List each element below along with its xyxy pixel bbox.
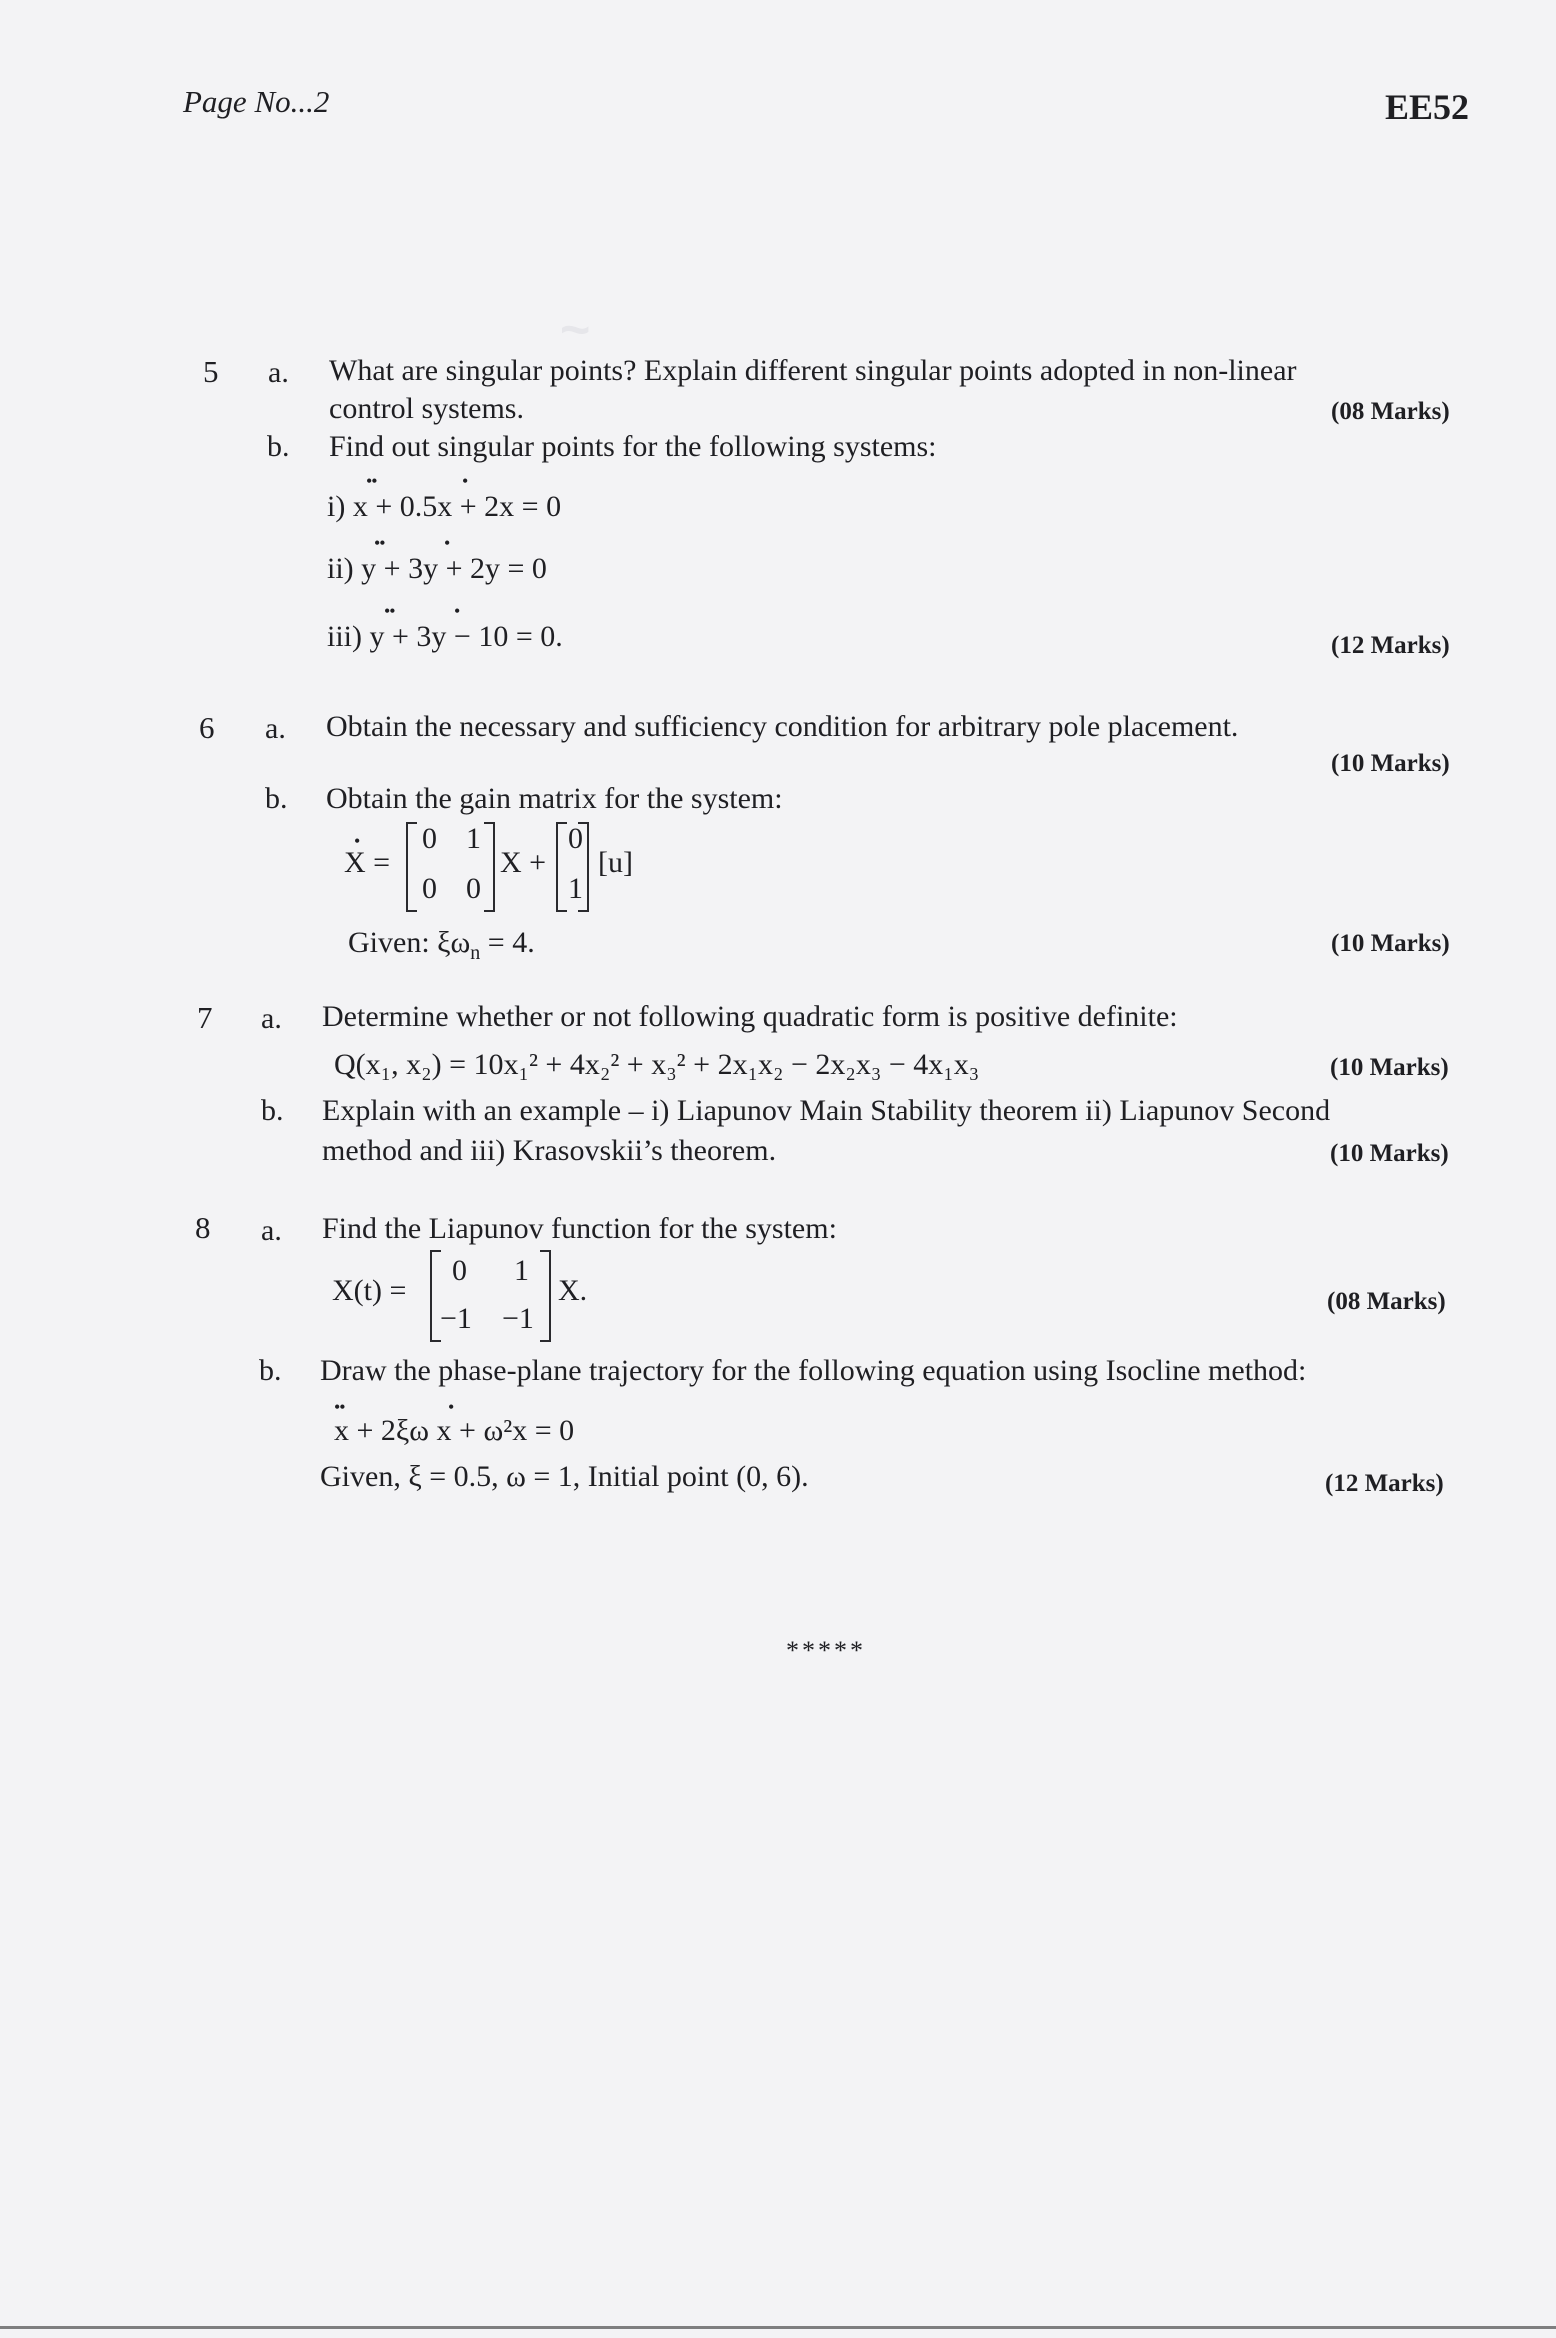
- q6b-given-tail: = 4.: [480, 926, 535, 959]
- q6b-label: b.: [265, 782, 288, 815]
- double-dot-accent: ••: [384, 601, 395, 621]
- q8a-lhs: X(t) =: [332, 1274, 407, 1307]
- q5b-equation-1: i) x + 0.5x + 2x = 0: [327, 490, 562, 523]
- q8a-text: Find the Liapunov function for the system:: [322, 1212, 837, 1245]
- q7b-line1: Explain with an example – i) Liapunov Main Stability theorem ii) Liapunov Second: [322, 1094, 1331, 1127]
- q6b-matrix-a22: 0: [466, 872, 481, 905]
- q5b-equation-3: iii) y + 3y − 10 = 0.: [327, 620, 563, 653]
- matrix-bracket-left: [406, 822, 417, 912]
- q5b-marks: (12 Marks): [1331, 632, 1450, 659]
- single-dot-accent: •: [354, 831, 360, 851]
- q8a-matrix-a11: 0: [452, 1254, 467, 1287]
- q6b-mid: X +: [500, 846, 547, 879]
- vector-bracket-right: [578, 822, 589, 912]
- q6b-given-subscript: n: [470, 942, 481, 964]
- q7a-equation: Q(x₁, x₂) = 10x₁² + 4x₂² + x₃² + 2x₁x₂ − 2x₂x₃ − 4x₁x₃: [334, 1048, 980, 1081]
- q8b-given: Given, ξ = 0.5, ω = 1, Initial point (0, 6).: [320, 1460, 809, 1493]
- single-dot-accent: •: [462, 471, 468, 491]
- bleed-through-text: ~: [560, 301, 591, 359]
- q6b-vector-b1: 0: [568, 822, 583, 855]
- end-of-paper-stars: *****: [786, 1636, 866, 1665]
- q5a-marks: (08 Marks): [1331, 398, 1450, 425]
- single-dot-accent: •: [448, 1397, 454, 1417]
- q6b-marks: (10 Marks): [1331, 930, 1450, 957]
- paper-code: EE52: [1385, 87, 1470, 127]
- q6b-matrix-a21: 0: [422, 872, 437, 905]
- q8a-tail: X.: [558, 1274, 588, 1307]
- q8b-text: Draw the phase-plane trajectory for the following equation using Isocline method:: [320, 1354, 1307, 1387]
- q7a-marks: (10 Marks): [1330, 1054, 1449, 1081]
- q8b-equation: x + 2ξω x + ω²x = 0: [334, 1414, 575, 1447]
- q7b-line2: method and iii) Krasovskii’s theorem.: [322, 1134, 777, 1167]
- q7b-label: b.: [261, 1094, 284, 1127]
- q6a-text: Obtain the necessary and sufficiency condition for arbitrary pole placement.: [326, 710, 1239, 743]
- q6b-given: [348, 924, 535, 972]
- q8a-marks: (08 Marks): [1327, 1288, 1446, 1315]
- q7a-text: Determine whether or not following quadratic form is positive definite:: [322, 1000, 1178, 1033]
- q5b-equation-2: ii) y + 3y + 2y = 0: [327, 552, 547, 585]
- q6a-label: a.: [265, 712, 286, 745]
- q5a-label: a.: [268, 356, 289, 389]
- question-number-5: 5: [203, 354, 219, 389]
- vector-bracket-left: [556, 822, 567, 912]
- page-number: Page No...2: [183, 84, 330, 119]
- q6b-lhs: X =: [344, 846, 391, 879]
- q8b-marks: (12 Marks): [1325, 1470, 1444, 1497]
- scan-edge-line: [0, 2326, 1556, 2329]
- matrix-bracket-right: [540, 1250, 551, 1342]
- single-dot-accent: •: [444, 533, 450, 553]
- q8a-matrix-a12: 1: [514, 1254, 529, 1287]
- matrix-bracket-right: [484, 822, 495, 912]
- q5b-text: Find out singular points for the following systems:: [329, 430, 937, 463]
- q6b-given-text: Given: ξω: [348, 926, 471, 959]
- question-number-6: 6: [199, 710, 215, 745]
- q8a-matrix-a21: −1: [440, 1302, 472, 1335]
- double-dot-accent: ••: [374, 533, 385, 553]
- single-dot-accent: •: [454, 601, 460, 621]
- q6b-text: Obtain the gain matrix for the system:: [326, 782, 783, 815]
- question-number-8: 8: [195, 1210, 211, 1245]
- double-dot-accent: ••: [366, 471, 377, 491]
- q8b-label: b.: [259, 1354, 282, 1387]
- q8a-matrix-a22: −1: [502, 1302, 534, 1335]
- q6b-vector-b2: 1: [568, 872, 583, 905]
- q7a-label: a.: [261, 1002, 282, 1035]
- question-number-7: 7: [197, 1000, 213, 1035]
- double-dot-accent: ••: [334, 1397, 345, 1417]
- q6b-matrix-a11: 0: [422, 822, 437, 855]
- q7b-marks: (10 Marks): [1330, 1140, 1449, 1167]
- q5b-label: b.: [267, 430, 290, 463]
- q6b-matrix-a12: 1: [466, 822, 481, 855]
- q5a-line1: What are singular points? Explain different singular points adopted in non-linear: [329, 354, 1297, 387]
- q8a-label: a.: [261, 1214, 282, 1247]
- q5a-line2: control systems.: [329, 392, 524, 425]
- q6a-marks: (10 Marks): [1331, 750, 1450, 777]
- q6b-input: [u]: [598, 846, 633, 879]
